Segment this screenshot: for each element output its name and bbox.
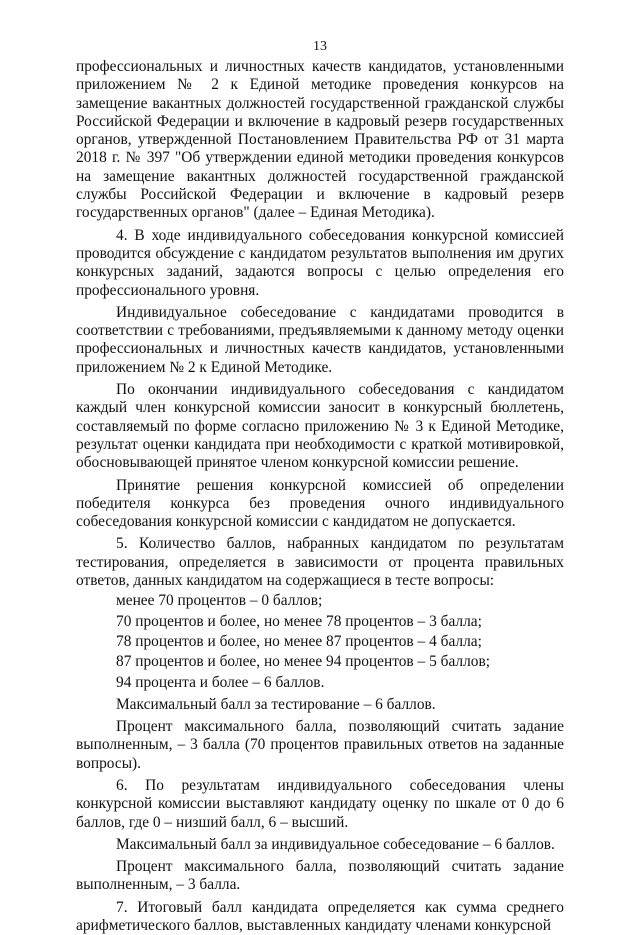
paragraph-1: профессиональных и личностных качеств кандидатов, установленными приложением № 2 к Единой методике проведения конкурсов на замещение вакантных должностей государственной гражданской службы Российской Федерации и включение в кадровый резерв государственных органов, утвержденной Постановлением Правительства РФ от 31 марта 2018 г. № 397 "Об утверждении единой методики проведения конкурсов на замещение вакантных должностей государственной гражданской службы Российской Федерации и включение в кадровый резерв государственных органов" (далее – Единая Методика). (76, 58, 564, 222)
paragraph-9: 6. По результатам индивидуального собеседования члены конкурсной комиссии выставляют кандидату оценку по шкале от 0 до 6 баллов, где 0 – низший балл, 6 – высший. (76, 776, 564, 831)
page-number: 13 (313, 39, 327, 54)
list-item-5: 94 процента и более – 6 баллов. (116, 673, 325, 691)
list-item-2: 70 процентов и более, но менее 78 процентов – 3 балла; (116, 612, 482, 630)
body-text (76, 58, 564, 935)
paragraph-4: По окончании индивидуального собеседования с кандидатом каждый член конкурсной комиссии заносит в конкурсный бюллетень, составляемый по форме согласно приложению № 3 к Единой Методике, результат оценки кандидата при необходимости с краткой мотивировкой, обосновывающей принятое членом конкурсной комиссии решение. (76, 381, 564, 472)
paragraph-8: Процент максимального балла, позволяющий считать задание выполненным, – 3 балла (70 процентов правильных ответов на заданные вопросы). (76, 718, 564, 772)
list-item-1: менее 70 процентов – 0 баллов; (116, 592, 323, 610)
paragraph-3: Индивидуальное собеседование с кандидатами проводится в соответствии с требованиями, предъявляемыми к данному методу оценки профессиональных и личностных качеств кандидатов, установленными приложением № 2 к Единой Методике. (76, 303, 564, 376)
paragraph-2: 4. В ходе индивидуального собеседования конкурсной комиссией проводится обсуждение с кандидатом результатов выполнения им других конкурсных заданий, задаются вопросы с целью определения его профессионального уровня. (76, 226, 564, 299)
list-item-3: 78 процентов и более, но менее 87 процентов – 4 балла; (116, 632, 482, 650)
paragraph-10: Максимальный балл за индивидуальное собеседование – 6 баллов. (116, 835, 555, 853)
list-item-4: 87 процентов и более, но менее 94 процентов – 5 баллов; (116, 653, 491, 671)
paragraph-7: Максимальный балл за тестирование – 6 баллов. (116, 695, 436, 713)
paragraph-12: 7. Итоговый балл кандидата определяется как сумма среднего арифметического баллов, выставленных кандидату членами конкурсной (76, 898, 564, 935)
paragraph-11: Процент максимального балла, позволяющий считать задание выполненным, – 3 балла. (76, 858, 564, 894)
paragraph-6: 5. Количество баллов, набранных кандидатом по результатам тестирования, определяется в зависимости от процента правильных ответов, данных кандидатом на содержащиеся в тесте вопросы: (76, 535, 564, 590)
paragraph-5: Принятие решения конкурсной комиссией об определении победителя конкурса без проведения очного индивидуального собеседования конкурсной комиссии с кандидатом не допускается. (76, 476, 564, 531)
